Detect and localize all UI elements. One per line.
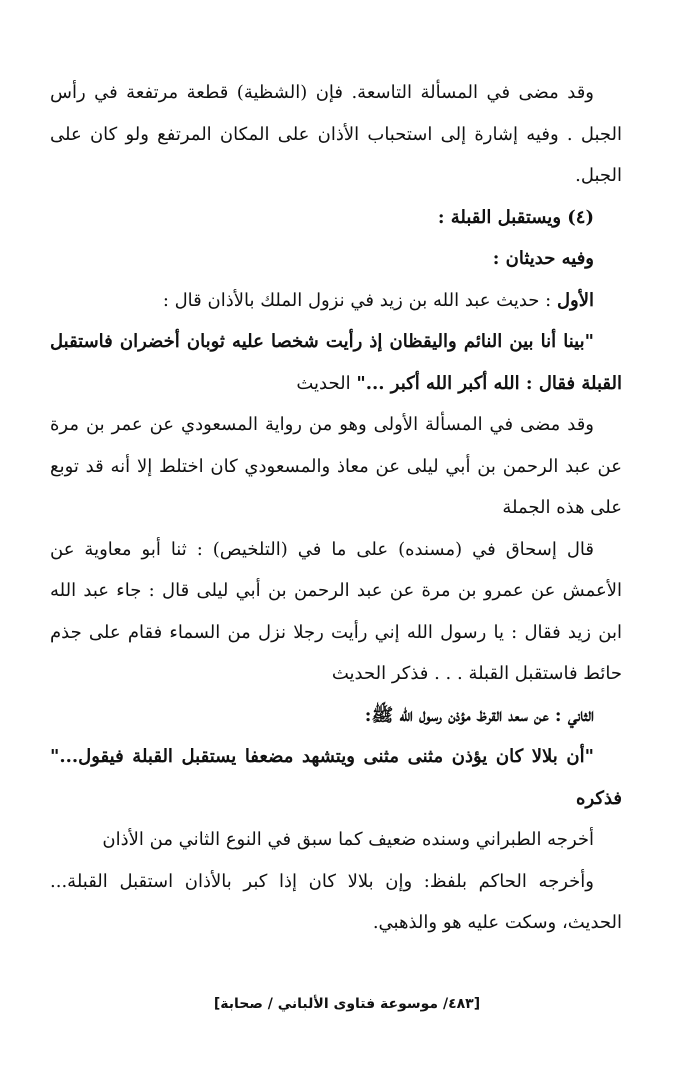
paragraph-ishaq [50, 529, 622, 695]
footer-text: [٤٨٣/ موسوعة فتاوى الألباني / صحابة] [213, 996, 481, 1012]
section-heading [50, 197, 622, 239]
paragraph-text: الثاني : عن سعد القرظ مؤذن رسول الله ﷺ: [364, 704, 594, 726]
subheading-text: وفيه حديثان : [492, 248, 594, 269]
page-body [50, 72, 622, 944]
subheading [50, 238, 622, 280]
paragraph-tabarani [50, 819, 622, 861]
quote-tail: الحديث [296, 372, 357, 394]
paragraph-intro [50, 72, 622, 197]
lead-word: الأول [556, 289, 594, 311]
paragraph-first-hadith-quote [50, 321, 622, 404]
paragraph-first-hadith-intro [50, 280, 622, 322]
quote-text: "أن بلالا كان يؤذن مثنى مثنى ويتشهد مضعفا يستقبل القبلة فيقول..." فذكره [50, 746, 622, 809]
paragraph-text: وقد مضى في المسألة التاسعة. فإن (الشظية) قطعة مرتفعة في رأس الجبل . وفيه إشارة إلى استحباب الأذان على المكان المرتفع ولو كان على الجبل. [50, 82, 622, 186]
paragraph-text: أخرجه الطبراني وسنده ضعيف كما سبق في النوع الثاني من الأذان [102, 829, 594, 850]
paragraph-text: : حديث عبد الله بن زيد في نزول الملك بالأذان قال : [162, 289, 557, 311]
paragraph-commentary [50, 404, 622, 529]
paragraph-second-hadith-intro [50, 695, 622, 737]
quote-text: "بينا أنا بين النائم واليقظان إذ رأيت شخصا عليه ثوبان أخضران فاستقبل القبلة فقال : الله أكبر الله أكبر ..." [50, 331, 622, 394]
paragraph-second-hadith-quote [50, 736, 622, 819]
heading-text: (٤) ويستقبل القبلة : [437, 206, 594, 228]
paragraph-text: قال إسحاق في (مسنده) على ما في (التلخيص) : ثنا أبو معاوية عن الأعمش عن عمرو بن مرة عن عبد الرحمن بن أبي ليلى قال : جاء عبد الله ابن زيد فقال : يا رسول الله إني رأيت رجلا نزل من السماء فقام على جذم حائط فاستقبل القبلة . . . فذكر الحديث [50, 538, 622, 684]
page-footer [0, 996, 694, 1012]
paragraph-text: وأخرجه الحاكم بلفظ: وإن بلالا كان إذا كبر بالأذان استقبل القبلة... الحديث، وسكت عليه هو والذهبي. [50, 870, 622, 933]
paragraph-text: وقد مضى في المسألة الأولى وهو من رواية المسعودي عن عمر بن مرة عن عبد الرحمن بن أبي ليلى عن معاذ والمسعودي كان اختلط إلا أنه قد توبع على هذه الجملة [50, 414, 622, 518]
paragraph-hakim [50, 861, 622, 944]
